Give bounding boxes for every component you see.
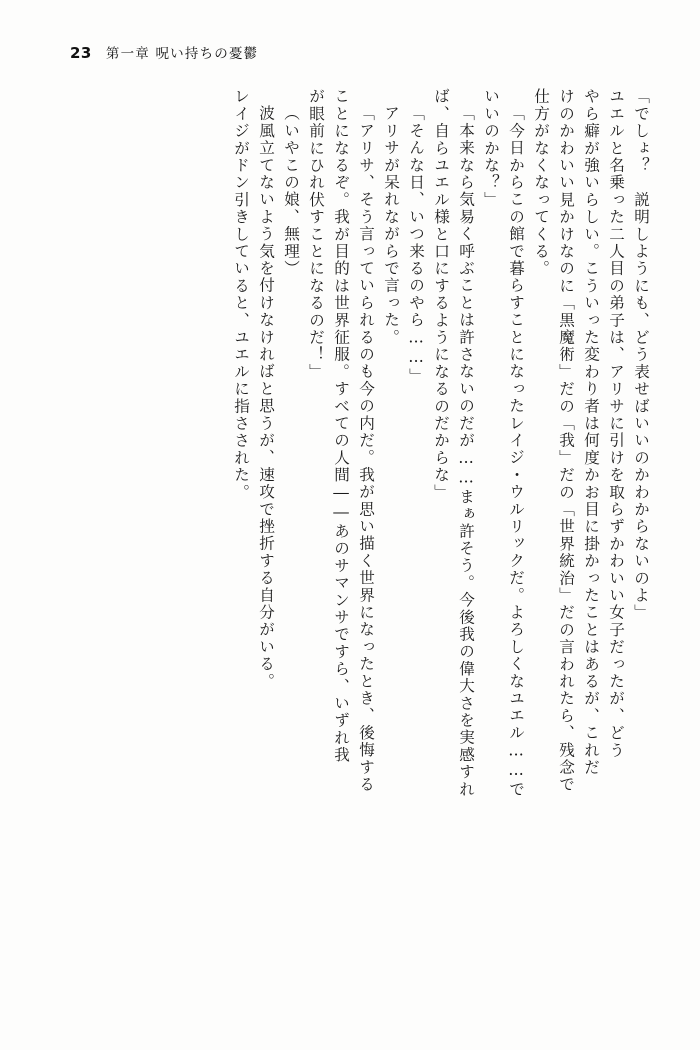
text-column: 「アリサ、そう言っていられるのも今の内だ。我が思い描く世界になったとき、後悔する [357, 105, 375, 793]
text-column: 仕方がなくなってくる。 [532, 88, 550, 278]
text-column: 「本来なら気易く呼ぶことは許さないのだが……まぁ許そう。今後我の偉大さを実感すれ [457, 105, 475, 798]
text-column: アリサが呆れながらで言った。 [382, 105, 400, 346]
text-column: 「でしょ？ 説明しようにも、どう表せばいいのかわからないのよ」 [632, 88, 650, 622]
page-number: 23 [70, 44, 92, 62]
text-column: やら癖が強いらしい。こういった変わり者は何度かお目に掛かったことはあるが、これだ [582, 88, 600, 776]
text-column: ことになるぞ。我が目的は世界征服。すべての人間――あのサマンサですら、いずれ我 [332, 88, 350, 764]
text-column: 「今日からこの館で暮らすことになったレイジ・ウルリックだ。よろしくなユエル……で [507, 105, 525, 798]
running-head [70, 42, 258, 62]
chapter-title: 第一章 呪い持ちの憂鬱 [105, 46, 259, 62]
text-column: （いやこの娘、無理） [282, 105, 300, 277]
text-column: ユエルと名乗った二人目の弟子は、アリサに引けを取らずかわいい女子だったが、どう [607, 88, 625, 759]
text-column: いいのかな？」 [482, 88, 500, 209]
text-column: ば、自らユエル様と口にするようになるのだからな」 [432, 88, 450, 501]
text-column: けのかわいい見かけなのに「黒魔術」だの「我」だの「世界統治」だの言われたら、残念で [557, 88, 575, 794]
text-column: が眼前にひれ伏すことになるのだ！」 [307, 88, 325, 381]
text-column: 波風立てないよう気を付けなければと思うが、速攻で挫折する自分がいる。 [257, 105, 275, 690]
text-column: レイジがドン引きしていると、ユエルに指さされた。 [232, 88, 250, 501]
body-text [60, 88, 648, 988]
text-column: 「そんな日、いつ来るのやら……」 [407, 105, 425, 385]
